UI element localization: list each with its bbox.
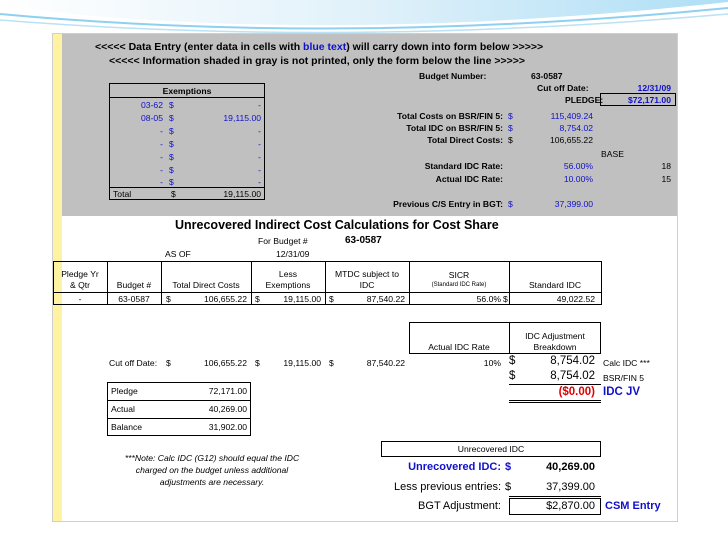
bsr-value: 8,754.02 bbox=[550, 370, 595, 382]
note-line-2: charged on the budget unless additional bbox=[135, 465, 289, 475]
row-std-dollar: $ bbox=[503, 294, 508, 304]
row-tdc: 106,655.22 bbox=[203, 294, 247, 304]
form-title: Unrecovered Indirect Cost Calculations for Cost Share bbox=[175, 218, 499, 232]
note-line-3: adjustments are necessary. bbox=[159, 477, 265, 487]
exemption-code[interactable]: - bbox=[160, 126, 163, 136]
exemptions-total-value: 19,115.00 bbox=[223, 189, 261, 199]
divider bbox=[109, 187, 265, 188]
csm-entry-label: CSM Entry bbox=[605, 500, 661, 512]
col-mtdc: MTDC subject to bbox=[335, 269, 399, 279]
total-idc-label: Total IDC on BSR/FIN 5: bbox=[406, 123, 503, 133]
row-less: 19,115.00 bbox=[283, 294, 321, 304]
actual-rate-value[interactable]: 10.00% bbox=[563, 174, 593, 184]
row-sicr: 56.0% bbox=[476, 294, 501, 304]
row-less-dollar: $ bbox=[255, 294, 260, 304]
exemptions-total-label: Total bbox=[113, 189, 132, 199]
note-line-1: ***Note: Calc IDC (G12) should equal the IDC bbox=[124, 453, 300, 463]
as-of-label: AS OF bbox=[165, 249, 191, 259]
idc-jv-label: IDC JV bbox=[603, 386, 641, 398]
exemption-dollar: $ bbox=[169, 100, 174, 110]
divider bbox=[109, 97, 265, 98]
balance-summary-value: 31,902.00 bbox=[208, 422, 247, 432]
col-less: Less bbox=[278, 269, 298, 279]
spreadsheet bbox=[52, 33, 678, 522]
bgt-adjustment-value: $2,870.00 bbox=[546, 500, 595, 512]
cutoff-date-label: Cut off Date: bbox=[537, 83, 589, 93]
row-mtdc: 87,540.22 bbox=[366, 294, 405, 304]
previous-entry-label: Previous C/S Entry in BGT: bbox=[393, 199, 503, 209]
exemption-dollar: $ bbox=[169, 177, 174, 187]
divider bbox=[107, 418, 251, 419]
divider bbox=[509, 496, 601, 497]
exemption-dollar: $ bbox=[169, 165, 174, 175]
exemption-amount[interactable]: - bbox=[258, 100, 261, 110]
col-budget-no: Budget # bbox=[116, 280, 152, 290]
less-previous-dollar: $ bbox=[505, 481, 512, 493]
pledge-summary-label: Pledge bbox=[111, 386, 138, 396]
divider bbox=[107, 400, 251, 401]
divider bbox=[509, 384, 601, 385]
unrecovered-header: Unrecovered IDC bbox=[457, 444, 525, 454]
less-previous-label: Less previous entries: bbox=[394, 481, 501, 493]
calc-idc-note: Calc IDC *** bbox=[603, 358, 650, 368]
for-budget-label: For Budget # bbox=[258, 236, 308, 246]
idc-adjustment-header: IDC Adjustment bbox=[525, 331, 585, 341]
exemption-amount[interactable]: - bbox=[258, 165, 261, 175]
total-idc-dollar: $ bbox=[508, 123, 513, 133]
pledge-label: PLEDGE: bbox=[565, 95, 604, 105]
total-costs-dollar: $ bbox=[508, 111, 513, 121]
exemption-amount[interactable]: - bbox=[258, 177, 261, 187]
divider bbox=[53, 292, 601, 293]
actual-idc-rate-header: Actual IDC Rate bbox=[428, 342, 490, 352]
cutoff-adj-dollar: $ bbox=[509, 355, 516, 367]
divider bbox=[601, 261, 602, 305]
exemption-amount[interactable]: - bbox=[258, 152, 261, 162]
row-tdc-dollar: $ bbox=[166, 294, 171, 304]
col-mtdc-idc: IDC bbox=[359, 280, 375, 290]
actual-summary-label: Actual bbox=[111, 404, 135, 414]
pledge-value[interactable]: $72,171.00 bbox=[627, 95, 671, 105]
unrecovered-dollar: $ bbox=[505, 461, 512, 473]
previous-entry-dollar: $ bbox=[508, 199, 513, 209]
unrecovered-value: 40,269.00 bbox=[546, 461, 595, 473]
divider bbox=[509, 400, 601, 401]
exemption-code[interactable]: - bbox=[160, 165, 163, 175]
previous-entry-value[interactable]: 37,399.00 bbox=[554, 199, 593, 209]
exemption-dollar: $ bbox=[169, 152, 174, 162]
exemption-dollar: $ bbox=[169, 126, 174, 136]
col-sicr-sub: (Standard IDC Rate) bbox=[431, 282, 487, 288]
exemption-amount[interactable]: 19,115.00 bbox=[223, 113, 261, 123]
cutoff-less-dollar: $ bbox=[255, 358, 260, 368]
exemptions-title: Exemptions bbox=[162, 86, 212, 96]
col-sicr: SICR bbox=[448, 270, 470, 280]
standard-rate-label: Standard IDC Rate: bbox=[424, 161, 503, 171]
col-pledge-yr: Pledge Yr bbox=[61, 269, 99, 279]
cutoff-tdc: 106,655.22 bbox=[203, 358, 247, 368]
total-idc-value[interactable]: 8,754.02 bbox=[559, 123, 593, 133]
cutoff-mtdc-dollar: $ bbox=[329, 358, 334, 368]
cutoff-tdc-dollar: $ bbox=[166, 358, 171, 368]
base-label: BASE bbox=[601, 149, 624, 159]
exemption-code[interactable]: - bbox=[160, 139, 163, 149]
col-pledge-qtr: & Qtr bbox=[69, 280, 91, 290]
exemption-amount[interactable]: - bbox=[258, 139, 261, 149]
exemptions-total-dollar: $ bbox=[171, 189, 176, 199]
total-direct-dollar: $ bbox=[508, 135, 513, 145]
bgt-adjustment-label: BGT Adjustment: bbox=[418, 500, 501, 512]
exemption-amount[interactable]: - bbox=[258, 126, 261, 136]
cutoff-date-value[interactable]: 12/31/09 bbox=[637, 83, 671, 93]
actual-rate-base: 15 bbox=[661, 174, 671, 184]
exemption-code[interactable]: 08-05 bbox=[141, 113, 163, 123]
cutoff-mtdc: 87,540.22 bbox=[366, 358, 405, 368]
less-previous-value: 37,399.00 bbox=[546, 481, 595, 493]
header-line-2: <<<<< Information shaded in gray is not printed, only the form below the line >>>>> bbox=[109, 55, 526, 67]
cutoff-rate: 10% bbox=[483, 358, 501, 368]
exemption-code[interactable]: 03-62 bbox=[141, 100, 163, 110]
for-budget-value: 63-0587 bbox=[345, 235, 382, 246]
cutoff-less: 19,115.00 bbox=[283, 358, 321, 368]
exemption-dollar: $ bbox=[169, 139, 174, 149]
standard-rate-base: 18 bbox=[661, 161, 671, 171]
col-exemptions: Exemptions bbox=[265, 280, 311, 290]
cutoff-row-label: Cut off Date: bbox=[109, 358, 158, 368]
col-total-direct-costs: Total Direct Costs bbox=[172, 280, 240, 290]
row-std-idc: 49,022.52 bbox=[556, 294, 595, 304]
pledge-summary-value: 72,171.00 bbox=[208, 386, 247, 396]
balance-summary-label: Balance bbox=[111, 422, 143, 432]
as-of-value: 12/31/09 bbox=[276, 249, 310, 259]
row-mtdc-dollar: $ bbox=[329, 294, 334, 304]
budget-number-label: Budget Number: bbox=[419, 71, 487, 81]
header-line-1: <<<<< Data Entry (enter data in cells with blue text) will carry down into form below >>>>> bbox=[95, 41, 544, 53]
actual-rate-label: Actual IDC Rate: bbox=[435, 174, 503, 184]
total-direct-value: 106,655.22 bbox=[549, 135, 593, 145]
exemption-dollar: $ bbox=[169, 113, 174, 123]
budget-number-value: 63-0587 bbox=[531, 71, 563, 81]
total-direct-label: Total Direct Costs: bbox=[427, 135, 503, 145]
standard-rate-value[interactable]: 56.00% bbox=[563, 161, 593, 171]
bsr-dollar: $ bbox=[509, 370, 516, 382]
exemption-code[interactable]: - bbox=[160, 177, 163, 187]
row-budget-no: 63-0587 bbox=[118, 294, 150, 304]
row-pledge-yr: - bbox=[78, 294, 82, 304]
col-standard-idc: Standard IDC bbox=[528, 280, 582, 290]
cutoff-adj-value: 8,754.02 bbox=[550, 355, 595, 367]
idc-jv-value: ($0.00) bbox=[558, 386, 595, 398]
divider bbox=[509, 402, 601, 403]
total-costs-label: Total Costs on BSR/FIN 5: bbox=[397, 111, 503, 121]
exemption-code[interactable]: - bbox=[160, 152, 163, 162]
bsr-note: BSR/FIN 5 bbox=[603, 373, 645, 383]
total-costs-value[interactable]: 115,409.24 bbox=[550, 111, 593, 121]
idc-adjustment-breakdown: Breakdown bbox=[533, 342, 577, 352]
actual-summary-value: 40,269.00 bbox=[208, 404, 247, 414]
unrecovered-label: Unrecovered IDC: bbox=[408, 461, 501, 473]
